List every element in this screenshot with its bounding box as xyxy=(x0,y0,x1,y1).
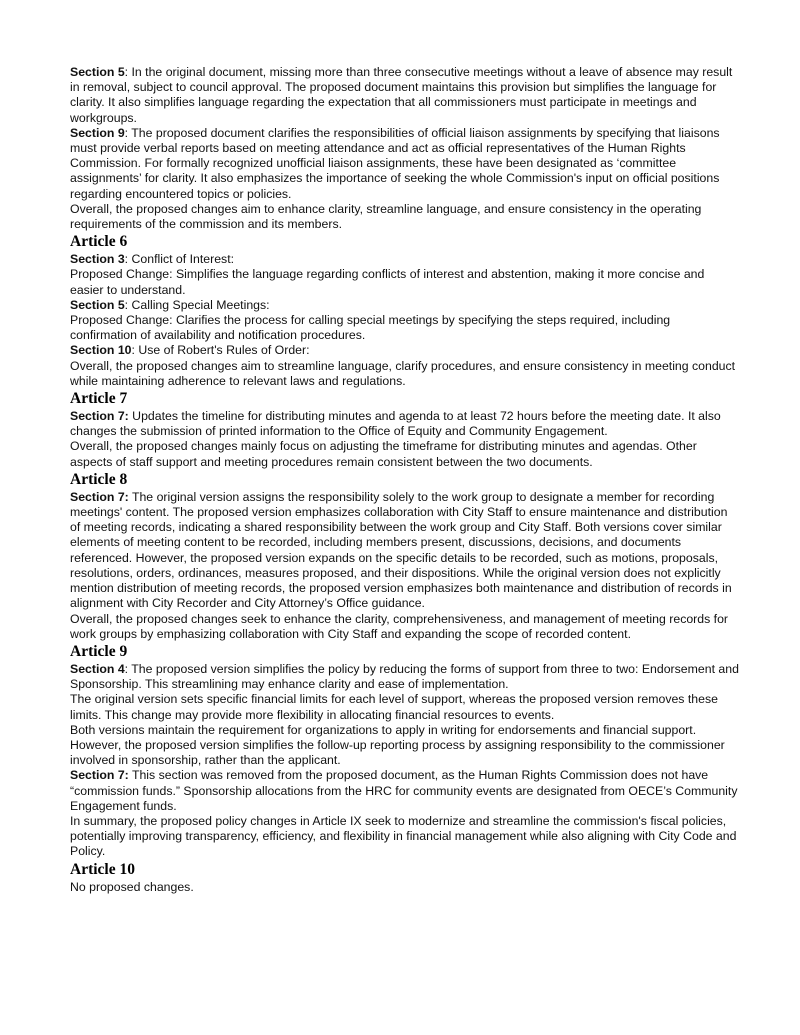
section-label: Section 10 xyxy=(70,343,132,358)
paragraph xyxy=(70,267,740,297)
paragraph-text: : The proposed document clarifies the responsibilities of official liaison assignments by specifying that liaisons must provide verbal reports based on meeting attendance and act as official representatives of the Human Rights Commission. For formally recognized unofficial liaison assignments, these have been designated as ‘committee assignments’ for clarity. It also emphasizes the importance of seeking the whole Commission's input on official positions regarding encountered topics or policies. xyxy=(70,125,720,201)
paragraph xyxy=(70,692,740,722)
paragraph-text: Updates the timeline for distributing minutes and agenda to at least 72 hours before the meeting date. It also changes the submission of printed information to the Office of Equity and Community Engagement. xyxy=(70,409,721,439)
paragraph xyxy=(70,359,740,389)
section-label: Section 5 xyxy=(70,65,125,79)
paragraph-text: The original version assigns the responsibility solely to the work group to designate a member for recording meetings' content. The proposed version emphasizes collaboration with City Staff to ensure maintenance and distribution of meeting records, indicating a shared responsibility between the work group and City Staff. Both versions cover similar elements of meeting content to be recorded, including members present, discussions, decisions, and documents referenced. However, the proposed version expands on the specific details to be recorded, such as motions, proposals, resolutions, orders, ordinances, measures proposed, and their dispositions. While the original version does not explicitly mention distribution of meeting records, the proposed version emphasizes both maintenance and distribution of records in alignment with City Recorder and City Attorney’s Office guidance. xyxy=(70,489,732,611)
paragraph-text: Proposed Change: Simplifies the language regarding conflicts of interest and abstention, making it more concise and easier to understand. xyxy=(70,267,705,297)
paragraph xyxy=(70,768,740,814)
paragraph xyxy=(70,814,740,860)
paragraph xyxy=(70,126,740,202)
article-heading: Article 6 xyxy=(70,233,128,251)
paragraph-text: No proposed changes. xyxy=(70,879,194,894)
paragraph-text: In summary, the proposed policy changes in Article IX seek to modernize and streamline the commission's fiscal policies, potentially improving transparency, efficiency, and flexibility in financial management while also aligning with City Code and Policy. xyxy=(70,813,737,859)
paragraph xyxy=(70,298,740,313)
paragraph xyxy=(70,439,740,469)
paragraph xyxy=(70,202,740,232)
section-label: Section 9 xyxy=(70,125,125,140)
document-page xyxy=(70,65,740,895)
paragraph xyxy=(70,65,740,126)
paragraph xyxy=(70,252,740,267)
article-heading: Article 10 xyxy=(70,860,135,878)
paragraph xyxy=(70,880,740,895)
paragraph xyxy=(70,409,740,439)
paragraph-text: The original version sets specific financial limits for each level of support, whereas the proposed version removes these limits. This change may provide more flexibility in allocating financial resources to events. xyxy=(70,692,718,722)
paragraph-text: Overall, the proposed changes aim to streamline language, clarify procedures, and ensure consistency in meeting conduct while maintaining adherence to relevant laws and regulations. xyxy=(70,358,736,388)
paragraph xyxy=(70,723,740,769)
paragraph xyxy=(70,662,740,692)
paragraph-text: : Calling Special Meetings: xyxy=(124,297,270,312)
paragraph-text: Overall, the proposed changes mainly focus on adjusting the timeframe for distributing minutes and agendas. Other aspects of staff support and meeting procedures remain consistent between the two documents. xyxy=(70,439,697,469)
section-label: Section 7: xyxy=(70,768,129,783)
article-heading: Article 9 xyxy=(70,642,128,660)
paragraph-text: Both versions maintain the requirement for organizations to apply in writing for endorsements and financial support. However, the proposed version simplifies the follow-up reporting process by assigning responsibility to the commissioner involved in sponsorship, rather than the applicant. xyxy=(70,722,725,768)
paragraph-text: : In the original document, missing more than three consecutive meetings without a leave of absence may result in removal, subject to council approval. The proposed document maintains this provision but simplifies the language for clarity. It also simplifies language regarding the expectation that all commissioners must participate in meetings and workgroups. xyxy=(70,65,733,125)
paragraph-text: Overall, the proposed changes seek to enhance the clarity, comprehensiveness, and management of meeting records for work groups by emphasizing collaboration with City Staff and expanding the scope of recorded content. xyxy=(70,611,729,641)
paragraph xyxy=(70,612,740,642)
section-label: Section 5 xyxy=(70,297,125,312)
section-label: Section 7: xyxy=(70,489,129,504)
paragraph-text: : Conflict of Interest: xyxy=(124,252,235,267)
paragraph-text: Proposed Change: Clarifies the process for calling special meetings by specifying the steps required, including confirmation of availability and notification procedures. xyxy=(70,313,671,343)
paragraph xyxy=(70,490,740,612)
paragraph-text: : The proposed version simplifies the policy by reducing the forms of support from three to two: Endorsement and Sponsorship. This streamlining may enhance clarity and ease of implementation. xyxy=(70,661,739,692)
section-label: Section 7: xyxy=(70,409,129,424)
paragraph xyxy=(70,343,740,358)
article-heading: Article 7 xyxy=(70,390,128,408)
paragraph-text: : Use of Robert's Rules of Order: xyxy=(131,343,310,358)
article-heading: Article 8 xyxy=(70,470,128,488)
section-label: Section 3 xyxy=(70,252,125,267)
section-label: Section 4 xyxy=(70,661,125,676)
paragraph-text: Overall, the proposed changes aim to enhance clarity, streamline language, and ensure consistency in the operating requirements of the commission and its members. xyxy=(70,201,702,232)
paragraph xyxy=(70,313,740,343)
paragraph-text: This section was removed from the proposed document, as the Human Rights Commission does not have “commission funds.” Sponsorship allocations from the HRC for community events are designated from OECE’s Community Engagement funds. xyxy=(70,768,738,813)
